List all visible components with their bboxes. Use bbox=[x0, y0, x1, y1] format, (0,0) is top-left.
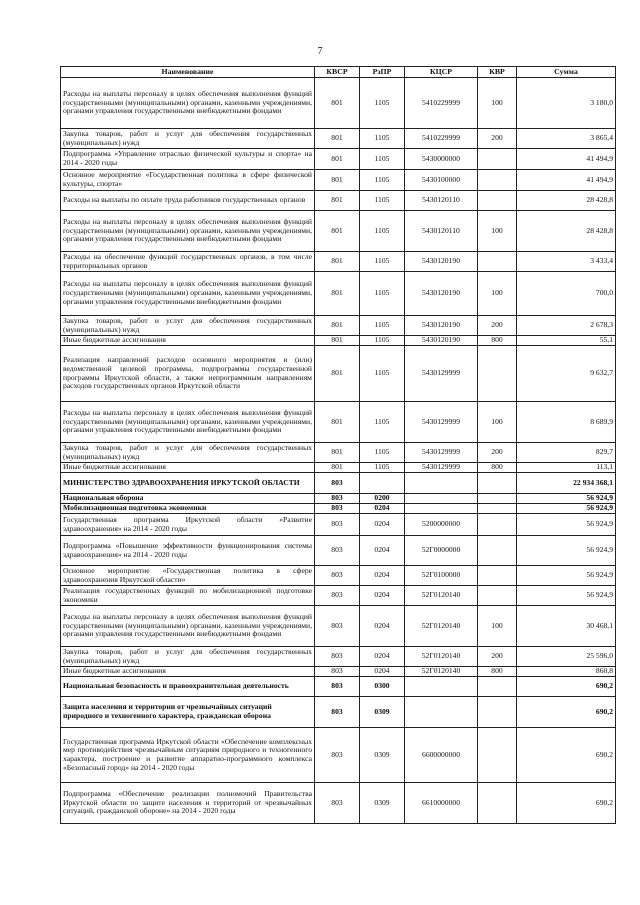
row-rzpr: 0204 bbox=[360, 667, 405, 677]
table-row bbox=[61, 170, 616, 191]
row-kvsr: 803 bbox=[315, 783, 360, 824]
row-kvr bbox=[478, 783, 517, 824]
row-name: Расходы на выплаты персоналу в целях обеспечения выполнения функций государственными (муниципальными) органами, казенными учреждениями, органами управления государственными внебюджетными фондами bbox=[61, 606, 315, 647]
row-name: Иные бюджетные ассигнования bbox=[61, 336, 315, 346]
header-sum: Сумма bbox=[517, 67, 616, 78]
row-sum: 3 180,0 bbox=[517, 78, 616, 129]
row-kvsr: 801 bbox=[315, 149, 360, 170]
row-kcsr: 52Г0000000 bbox=[405, 536, 478, 566]
row-kvsr: 803 bbox=[315, 677, 360, 697]
row-kvsr: 801 bbox=[315, 443, 360, 463]
row-kcsr: 5430129999 bbox=[405, 463, 478, 473]
row-kcsr: 5430129999 bbox=[405, 402, 478, 443]
row-kvsr: 803 bbox=[315, 586, 360, 606]
row-kvsr: 803 bbox=[315, 494, 360, 504]
table-row bbox=[61, 783, 616, 824]
row-rzpr: 0204 bbox=[360, 647, 405, 667]
row-kvsr: 801 bbox=[315, 346, 360, 402]
row-kvr bbox=[478, 494, 517, 504]
row-kvr bbox=[478, 149, 517, 170]
row-kvsr: 803 bbox=[315, 728, 360, 783]
row-name: МИНИСТЕРСТВО ЗДРАВООХРАНЕНИЯ ИРКУТСКОЙ ОБЛАСТИ bbox=[61, 473, 315, 494]
row-kvr: 100 bbox=[478, 402, 517, 443]
row-kvr bbox=[478, 697, 517, 728]
row-rzpr: 1105 bbox=[360, 129, 405, 149]
row-kvr bbox=[478, 514, 517, 536]
row-sum: 56 924,9 bbox=[517, 494, 616, 504]
row-sum: 690,2 bbox=[517, 677, 616, 697]
row-sum: 3 433,4 bbox=[517, 252, 616, 272]
table-row bbox=[61, 463, 616, 473]
table-row bbox=[61, 647, 616, 667]
row-kvsr: 801 bbox=[315, 170, 360, 191]
row-kvsr: 801 bbox=[315, 211, 360, 252]
table-row bbox=[61, 211, 616, 252]
row-kvsr: 801 bbox=[315, 463, 360, 473]
row-rzpr: 1105 bbox=[360, 149, 405, 170]
row-name: Расходы на обеспечение функций государственных органов, в том числе территориальных органов bbox=[61, 252, 315, 272]
row-rzpr: 1105 bbox=[360, 170, 405, 191]
row-rzpr: 1105 bbox=[360, 252, 405, 272]
row-sum: 9 632,7 bbox=[517, 346, 616, 402]
row-sum: 56 924,9 bbox=[517, 514, 616, 536]
row-kcsr: 5410229999 bbox=[405, 78, 478, 129]
table-row bbox=[61, 443, 616, 463]
table-row bbox=[61, 677, 616, 697]
row-kvsr: 801 bbox=[315, 78, 360, 129]
row-kcsr: 5430120110 bbox=[405, 191, 478, 211]
row-sum: 690,2 bbox=[517, 783, 616, 824]
table-row bbox=[61, 336, 616, 346]
table-row bbox=[61, 514, 616, 536]
row-name: Подпрограмма «Обеспечение реализации полномочий Правительства Иркутской области по защите населения и территорий от чрезвычайных ситуаций, гражданской обороне» на 2014 - 2020 годы bbox=[61, 783, 315, 824]
header-name: Наименование bbox=[61, 67, 315, 78]
row-kcsr: 5430100000 bbox=[405, 170, 478, 191]
row-kcsr bbox=[405, 677, 478, 697]
row-sum: 41 494,9 bbox=[517, 170, 616, 191]
row-kvr: 200 bbox=[478, 443, 517, 463]
row-kcsr: 6600000000 bbox=[405, 728, 478, 783]
row-sum: 860,8 bbox=[517, 667, 616, 677]
row-rzpr: 1105 bbox=[360, 316, 405, 336]
row-sum: 2 678,3 bbox=[517, 316, 616, 336]
row-rzpr: 0204 bbox=[360, 514, 405, 536]
row-sum: 56 924,9 bbox=[517, 566, 616, 586]
row-rzpr: 0300 bbox=[360, 677, 405, 697]
row-kvr: 200 bbox=[478, 316, 517, 336]
row-name: Расходы на выплаты персоналу в целях обеспечения выполнения функций государственными (муниципальными) органами, казенными учреждениями, органами управления государственными внебюджетными фондами bbox=[61, 211, 315, 252]
row-name: Защита населения и территории от чрезвычайных ситуаций природного и техногенного характера, гражданская оборона bbox=[61, 697, 315, 728]
row-rzpr: 1105 bbox=[360, 336, 405, 346]
row-name: Закупка товаров, работ и услуг для обеспечения государственных (муниципальных) нужд bbox=[61, 129, 315, 149]
row-rzpr: 1105 bbox=[360, 463, 405, 473]
row-kcsr: 5410229999 bbox=[405, 129, 478, 149]
row-kcsr: 52Г0120140 bbox=[405, 667, 478, 677]
row-name: Мобилизационная подготовка экономики bbox=[61, 504, 315, 514]
row-name: Расходы на выплаты персоналу в целях обеспечения выполнения функций государственными (муниципальными) органами, казенными учреждениями, органами управления государственными внебюджетными фондами bbox=[61, 402, 315, 443]
table-row bbox=[61, 149, 616, 170]
row-kvr bbox=[478, 473, 517, 494]
table-body bbox=[61, 78, 616, 824]
row-kcsr bbox=[405, 494, 478, 504]
row-rzpr: 0309 bbox=[360, 697, 405, 728]
row-sum: 28 428,8 bbox=[517, 211, 616, 252]
row-kcsr: 52Г0100000 bbox=[405, 566, 478, 586]
row-kvsr: 801 bbox=[315, 402, 360, 443]
row-kcsr bbox=[405, 697, 478, 728]
page-number: 7 bbox=[317, 46, 323, 57]
row-name: Реализация государственных функций по мобилизационной подготовке экономики bbox=[61, 586, 315, 606]
row-kvr: 100 bbox=[478, 272, 517, 316]
row-name: Закупка товаров, работ и услуг для обеспечения государственных (муниципальных) нужд bbox=[61, 443, 315, 463]
header-rzpr: РзПР bbox=[360, 67, 405, 78]
row-rzpr: 0309 bbox=[360, 783, 405, 824]
row-kvr bbox=[478, 536, 517, 566]
row-sum: 8 689,9 bbox=[517, 402, 616, 443]
row-name: Расходы на выплаты по оплате труда работников государственных органов bbox=[61, 191, 315, 211]
row-sum: 55,1 bbox=[517, 336, 616, 346]
row-kvsr: 803 bbox=[315, 647, 360, 667]
row-kvsr: 803 bbox=[315, 504, 360, 514]
row-kvr bbox=[478, 191, 517, 211]
table-row bbox=[61, 473, 616, 494]
row-name: Расходы на выплаты персоналу в целях обеспечения выполнения функций государственными (муниципальными) органами, казенными учреждениями, органами управления государственными внебюджетными фондами bbox=[61, 272, 315, 316]
table-row bbox=[61, 78, 616, 129]
row-kcsr: 5430120110 bbox=[405, 211, 478, 252]
row-name: Основное мероприятие «Государственная политика в сфере физической культуры, спорта» bbox=[61, 170, 315, 191]
row-sum: 28 428,8 bbox=[517, 191, 616, 211]
row-name: Реализация направлений расходов основного мероприятия и (или) ведомственной целевой программы, подпрограммы государственной программы Иркутской области, а также непрограммным направлениям расходов государственных органов Иркутской области bbox=[61, 346, 315, 402]
row-kvr bbox=[478, 170, 517, 191]
row-name: Национальная безопасность и правоохранительная деятельность bbox=[61, 677, 315, 697]
row-kvr: 100 bbox=[478, 606, 517, 647]
row-kvsr: 803 bbox=[315, 667, 360, 677]
row-kvsr: 801 bbox=[315, 129, 360, 149]
header-kcsr: КЦСР bbox=[405, 67, 478, 78]
table-row bbox=[61, 697, 616, 728]
row-name: Закупка товаров, работ и услуг для обеспечения государственных (муниципальных) нужд bbox=[61, 316, 315, 336]
table-row bbox=[61, 346, 616, 402]
row-rzpr: 0204 bbox=[360, 586, 405, 606]
row-kvr bbox=[478, 346, 517, 402]
row-sum: 41 494,9 bbox=[517, 149, 616, 170]
row-kvr bbox=[478, 728, 517, 783]
table-row bbox=[61, 252, 616, 272]
row-kvr: 100 bbox=[478, 211, 517, 252]
row-sum: 3 865,4 bbox=[517, 129, 616, 149]
row-kcsr: 52Г0120140 bbox=[405, 647, 478, 667]
row-kvr: 200 bbox=[478, 129, 517, 149]
row-sum: 30 468,1 bbox=[517, 606, 616, 647]
row-sum: 25 596,0 bbox=[517, 647, 616, 667]
row-rzpr: 1105 bbox=[360, 78, 405, 129]
row-name: Государственная программа Иркутской области «Развитие здравоохранения» на 2014 - 2020 годы bbox=[61, 514, 315, 536]
row-sum: 113,1 bbox=[517, 463, 616, 473]
row-kvsr: 801 bbox=[315, 191, 360, 211]
row-kvr bbox=[478, 586, 517, 606]
row-kvr bbox=[478, 566, 517, 586]
row-kcsr: 5430000000 bbox=[405, 149, 478, 170]
row-kvsr: 801 bbox=[315, 316, 360, 336]
table-row bbox=[61, 402, 616, 443]
row-sum: 56 924,9 bbox=[517, 586, 616, 606]
row-kvsr: 801 bbox=[315, 272, 360, 316]
row-name: Иные бюджетные ассигнования bbox=[61, 667, 315, 677]
row-name: Закупка товаров, работ и услуг для обеспечения государственных (муниципальных) нужд bbox=[61, 647, 315, 667]
row-rzpr: 0204 bbox=[360, 566, 405, 586]
row-kvr: 800 bbox=[478, 463, 517, 473]
row-rzpr: 1105 bbox=[360, 443, 405, 463]
row-rzpr: 0200 bbox=[360, 494, 405, 504]
row-kvsr: 803 bbox=[315, 514, 360, 536]
row-kvsr: 803 bbox=[315, 566, 360, 586]
row-kvr bbox=[478, 252, 517, 272]
row-sum: 690,2 bbox=[517, 697, 616, 728]
row-kcsr bbox=[405, 504, 478, 514]
header-kvr: КВР bbox=[478, 67, 517, 78]
row-rzpr: 1105 bbox=[360, 272, 405, 316]
row-sum: 56 924,9 bbox=[517, 504, 616, 514]
table-row bbox=[61, 536, 616, 566]
row-kvr bbox=[478, 504, 517, 514]
row-kvr: 200 bbox=[478, 647, 517, 667]
row-name: Национальная оборона bbox=[61, 494, 315, 504]
row-rzpr: 1105 bbox=[360, 402, 405, 443]
row-name: Государственная программа Иркутской области «Обеспечение комплексных мер противодействия чрезвычайным ситуациям природного и техногенного характера, построение и развитие аппаратно-программного комплекса «Безопасный город» на 2014 - 2020 годы bbox=[61, 728, 315, 783]
row-kcsr bbox=[405, 473, 478, 494]
row-kcsr: 6610000000 bbox=[405, 783, 478, 824]
row-rzpr: 1105 bbox=[360, 346, 405, 402]
table-row bbox=[61, 566, 616, 586]
row-name: Подпрограмма «Повышение эффективности функционирования системы здравоохранения» на 2014 - 2020 годы bbox=[61, 536, 315, 566]
row-name: Иные бюджетные ассигнования bbox=[61, 463, 315, 473]
table-row bbox=[61, 586, 616, 606]
row-sum: 22 934 368,1 bbox=[517, 473, 616, 494]
row-kcsr: 5430120190 bbox=[405, 336, 478, 346]
row-sum: 56 924,9 bbox=[517, 536, 616, 566]
row-sum: 690,2 bbox=[517, 728, 616, 783]
table-header-row bbox=[61, 67, 616, 78]
row-kcsr: 52Г0120140 bbox=[405, 606, 478, 647]
row-rzpr: 1105 bbox=[360, 191, 405, 211]
row-kvr: 100 bbox=[478, 78, 517, 129]
row-rzpr: 0204 bbox=[360, 536, 405, 566]
table-row bbox=[61, 728, 616, 783]
row-name: Подпрограмма «Управление отраслью физической культуры и спорта» на 2014 - 2020 годы bbox=[61, 149, 315, 170]
row-kcsr: 5430129999 bbox=[405, 346, 478, 402]
row-kvr bbox=[478, 677, 517, 697]
row-kcsr: 52Г0120140 bbox=[405, 586, 478, 606]
row-kvsr: 803 bbox=[315, 536, 360, 566]
row-kvsr: 803 bbox=[315, 697, 360, 728]
header-kvsr: КВСР bbox=[315, 67, 360, 78]
table-row bbox=[61, 272, 616, 316]
row-kvsr: 801 bbox=[315, 336, 360, 346]
table-row bbox=[61, 316, 616, 336]
table-row bbox=[61, 606, 616, 647]
row-kvsr: 801 bbox=[315, 252, 360, 272]
row-kcsr: 5430120190 bbox=[405, 316, 478, 336]
row-kcsr: 5200000000 bbox=[405, 514, 478, 536]
table-row bbox=[61, 667, 616, 677]
row-kvsr: 803 bbox=[315, 473, 360, 494]
row-kcsr: 5430129999 bbox=[405, 443, 478, 463]
row-rzpr: 0309 bbox=[360, 728, 405, 783]
row-kvr: 800 bbox=[478, 336, 517, 346]
table-row bbox=[61, 504, 616, 514]
row-rzpr: 1105 bbox=[360, 211, 405, 252]
budget-table bbox=[60, 66, 616, 824]
row-rzpr bbox=[360, 473, 405, 494]
row-sum: 700,0 bbox=[517, 272, 616, 316]
row-rzpr: 0204 bbox=[360, 606, 405, 647]
row-kcsr: 5430120190 bbox=[405, 272, 478, 316]
row-kvr: 800 bbox=[478, 667, 517, 677]
row-name: Основное мероприятие «Государственная политика в сфере здравоохранения Иркутской области» bbox=[61, 566, 315, 586]
table-row bbox=[61, 191, 616, 211]
row-name: Расходы на выплаты персоналу в целях обеспечения выполнения функций государственными (муниципальными) органами, казенными учреждениями, органами управления государственными внебюджетными фондами bbox=[61, 78, 315, 129]
table-row bbox=[61, 129, 616, 149]
row-rzpr: 0204 bbox=[360, 504, 405, 514]
row-kvsr: 803 bbox=[315, 606, 360, 647]
row-sum: 829,7 bbox=[517, 443, 616, 463]
row-kcsr: 5430120190 bbox=[405, 252, 478, 272]
table-row bbox=[61, 494, 616, 504]
